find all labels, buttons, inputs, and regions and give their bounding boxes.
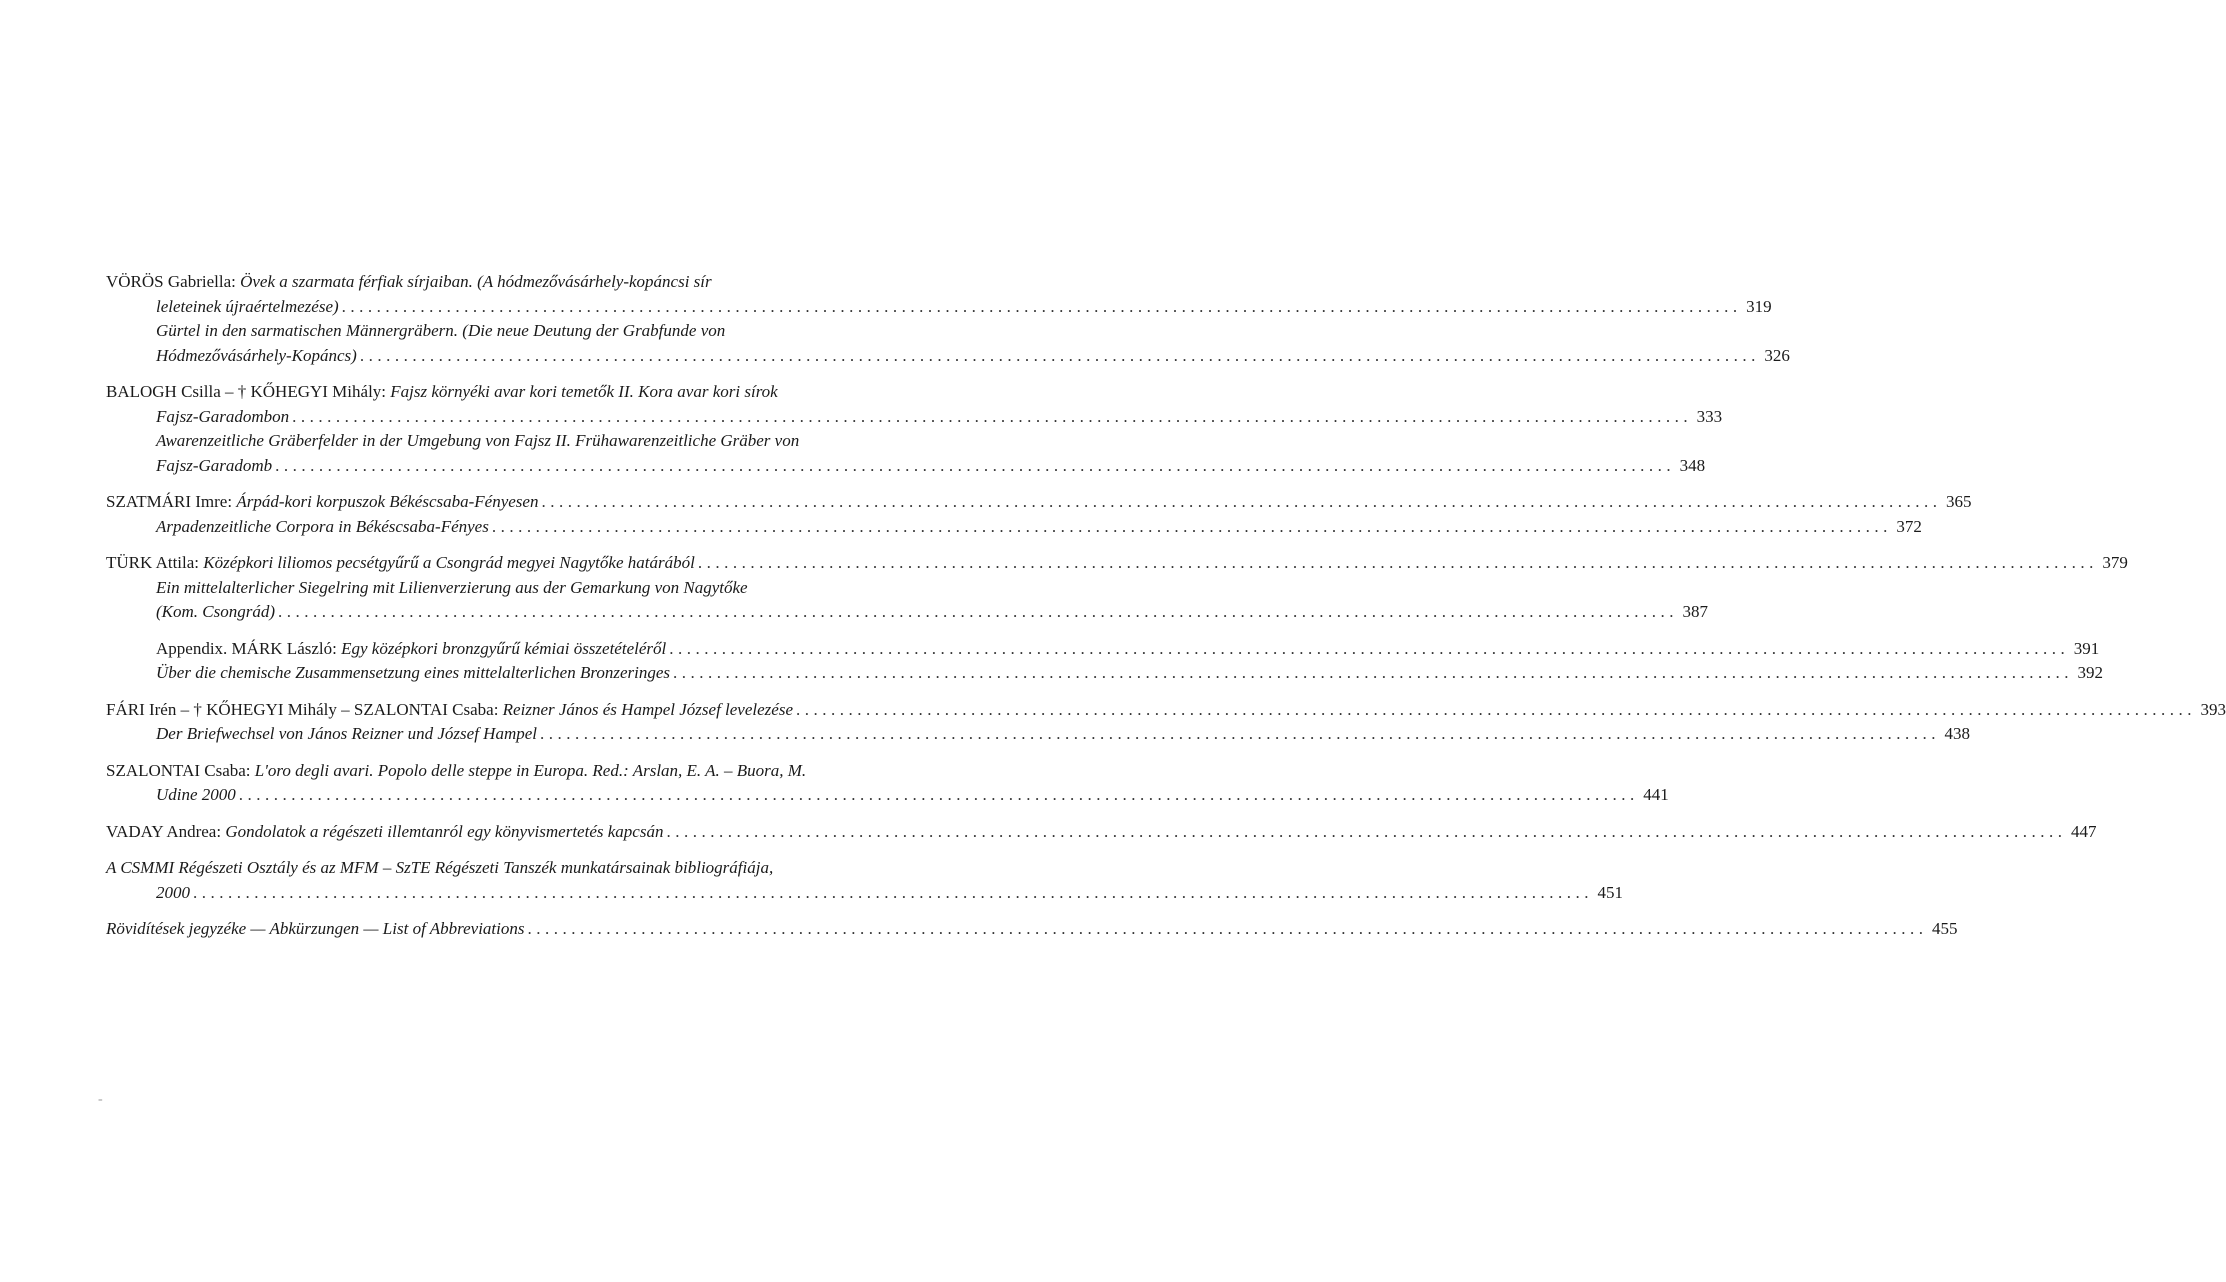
dot-leader: ................................................................................................................................................................ bbox=[540, 724, 1940, 743]
page-number: 372 bbox=[1896, 516, 1922, 536]
toc-line bbox=[106, 576, 879, 601]
dot-leader: ................................................................................................................................................................ bbox=[673, 663, 2073, 682]
dot-leader: ................................................................................................................................................................ bbox=[359, 345, 1760, 365]
dot-leader: ................................................................................................................................................................ bbox=[697, 553, 2098, 572]
toc-line-text bbox=[156, 637, 666, 662]
toc-entry bbox=[106, 759, 1669, 808]
author-text: FÁRI Irén – † KŐHEGYI Mihály – SZALONTAI Csaba: bbox=[106, 699, 503, 719]
toc-line bbox=[106, 454, 1706, 479]
title-text: Fajsz-Garadomb bbox=[156, 455, 273, 475]
title-text: Gürtel in den sarmatischen Männergräbern. (Die neue Deutung der Grabfunde von bbox=[156, 321, 726, 340]
toc-line-text bbox=[156, 881, 190, 906]
toc-entry bbox=[106, 380, 1723, 478]
toc-line bbox=[106, 917, 1958, 942]
author-text: SZATMÁRI Imre: bbox=[106, 492, 237, 511]
title-text: Der Briefwechsel von János Reizner und József Hampel bbox=[156, 724, 537, 743]
toc-line bbox=[106, 344, 1790, 369]
page-number: 455 bbox=[1931, 919, 1958, 938]
dot-leader: ................................................................................................................................................................ bbox=[527, 919, 1928, 938]
title-text: Egy középkori bronzgyűrű kémiai összetételéről bbox=[341, 638, 667, 658]
toc-line-text bbox=[106, 820, 663, 845]
page-number: 319 bbox=[1746, 296, 1772, 316]
title-text: Arpadenzeitliche Corpora in Békéscsaba-Fényes bbox=[156, 516, 489, 536]
toc-line bbox=[106, 759, 879, 784]
toc-line bbox=[106, 661, 2103, 686]
toc-line bbox=[106, 820, 2097, 845]
toc-line-text bbox=[156, 344, 357, 369]
page-number: 391 bbox=[2073, 638, 2100, 658]
toc-line-text bbox=[106, 551, 695, 576]
page-number: 392 bbox=[2077, 663, 2103, 682]
dot-leader: ................................................................................................................................................................ bbox=[666, 821, 2067, 841]
toc-line bbox=[106, 783, 1669, 808]
toc-entry bbox=[106, 551, 2128, 625]
toc-line-text bbox=[106, 272, 712, 291]
dot-leader: ................................................................................................................................................................ bbox=[193, 882, 1593, 902]
dot-leader: ................................................................................................................................................................ bbox=[341, 296, 1742, 316]
toc-line-text bbox=[156, 578, 748, 597]
toc-line-text bbox=[106, 490, 538, 515]
dot-leader: ................................................................................................................................................................ bbox=[278, 602, 1679, 621]
toc-line-text bbox=[156, 600, 275, 625]
scan-mark: - bbox=[98, 1092, 103, 1107]
toc-line bbox=[106, 551, 2128, 576]
toc-line-text bbox=[106, 382, 778, 401]
page-number: 379 bbox=[2102, 553, 2128, 572]
toc-line-text bbox=[156, 405, 289, 430]
title-text: Reizner János és Hampel József levelezése bbox=[502, 699, 793, 719]
toc-line-text bbox=[156, 321, 725, 340]
title-text: Középkori liliomos pecsétgyűrű a Csongrád megyei Nagytőke határából bbox=[203, 553, 695, 572]
page-number: 365 bbox=[1945, 492, 1972, 511]
title-text: Árpád-kori korpuszok Békéscsaba-Fényesen bbox=[236, 492, 539, 511]
toc-line-text bbox=[156, 661, 670, 686]
dot-leader: ................................................................................................................................................................ bbox=[238, 785, 1639, 804]
toc-line-text bbox=[106, 858, 773, 877]
title-text: Udine 2000 bbox=[156, 785, 236, 804]
toc-line-text bbox=[156, 722, 537, 747]
toc-line-text bbox=[106, 917, 524, 942]
toc-line bbox=[106, 637, 2100, 662]
toc-line bbox=[106, 856, 879, 881]
toc-entry bbox=[106, 698, 2226, 747]
title-text: A CSMMI Régészeti Osztály és az MFM – SzTE Régészeti Tanszék munkatársainak bibliográfiája, bbox=[106, 858, 774, 877]
title-text: Awarenzeitliche Gräberfelder in der Umgebung von Fajsz II. Frühawarenzeitliche Gräber von bbox=[156, 431, 800, 450]
toc-entry bbox=[106, 490, 1972, 539]
page-number: 348 bbox=[1679, 455, 1706, 475]
toc-line bbox=[106, 270, 879, 295]
author-text: Appendix. MÁRK László: bbox=[156, 638, 342, 658]
toc-entry bbox=[106, 270, 1790, 368]
toc-line bbox=[106, 380, 879, 405]
page-number: 333 bbox=[1696, 406, 1723, 426]
title-text: leleteinek újraértelmezése) bbox=[156, 296, 339, 316]
dot-leader: ................................................................................................................................................................ bbox=[669, 638, 2070, 658]
toc-line-text bbox=[156, 431, 799, 450]
dot-leader: ................................................................................................................................................................ bbox=[292, 406, 1693, 426]
toc-line bbox=[106, 429, 879, 454]
title-text: Hódmezővásárhely-Kopáncs) bbox=[156, 345, 357, 365]
title-text: Ein mittelalterlicher Siegelring mit Lilienverzierung aus der Gemarkung von Nagytőke bbox=[156, 577, 748, 597]
page-number: 438 bbox=[1944, 724, 1970, 743]
page-number: 326 bbox=[1764, 345, 1790, 365]
title-text: Fajsz környéki avar kori temetők II. Kora avar kori sírok bbox=[390, 382, 778, 401]
toc-line bbox=[106, 600, 1709, 625]
title-text: 2000 bbox=[156, 882, 190, 902]
toc-line bbox=[106, 722, 1970, 747]
dot-leader: ................................................................................................................................................................ bbox=[541, 492, 1942, 511]
toc-entry bbox=[106, 820, 2097, 845]
dot-leader: ................................................................................................................................................................ bbox=[275, 455, 1676, 475]
dot-leader: ................................................................................................................................................................ bbox=[491, 516, 1892, 536]
title-text: Über die chemische Zusammensetzung eines mittelalterlichen Bronzeringes bbox=[156, 663, 670, 682]
toc-entry bbox=[106, 856, 1623, 905]
toc-line bbox=[106, 698, 2226, 723]
table-of-contents bbox=[106, 270, 2226, 954]
title-text: L'oro degli avari. Popolo delle steppe in Europa. Red.: Arslan, E. A. – Buora, M. bbox=[254, 760, 807, 780]
author-text: VADAY Andrea: bbox=[106, 821, 226, 841]
author-text: SZALONTAI Csaba: bbox=[106, 760, 255, 780]
title-text: Rövidítések jegyzéke — Abkürzungen — List of Abbreviations bbox=[106, 919, 525, 938]
toc-line bbox=[106, 515, 1922, 540]
page-number: 441 bbox=[1643, 785, 1669, 804]
page-number: 451 bbox=[1597, 882, 1623, 902]
toc-line-text bbox=[156, 783, 236, 808]
dot-leader: ................................................................................................................................................................ bbox=[796, 699, 2196, 719]
toc-entry bbox=[106, 917, 1958, 942]
title-text: Gondolatok a régészeti illemtanról egy könyvismertetés kapcsán bbox=[225, 821, 664, 841]
toc-line bbox=[106, 490, 1972, 515]
author-text: VÖRÖS Gabriella: bbox=[106, 272, 241, 291]
toc-line-text bbox=[156, 515, 489, 540]
page-number: 447 bbox=[2070, 821, 2097, 841]
toc-line-text bbox=[156, 454, 272, 479]
toc-line-text bbox=[156, 295, 339, 320]
toc-entry bbox=[106, 637, 2103, 686]
toc-line bbox=[106, 295, 1772, 320]
title-text: Övek a szarmata férfiak sírjaiban. (A hódmezővásárhely-kopáncsi sír bbox=[240, 272, 712, 291]
toc-line-text bbox=[106, 698, 793, 723]
toc-line bbox=[106, 319, 879, 344]
toc-line bbox=[106, 405, 1723, 430]
title-text: (Kom. Csongrád) bbox=[156, 602, 276, 621]
toc-line-text bbox=[106, 761, 806, 780]
author-text: TÜRK Attila: bbox=[106, 553, 204, 572]
toc-line bbox=[106, 881, 1623, 906]
title-text: Fajsz-Garadombon bbox=[156, 406, 290, 426]
page-number: 393 bbox=[2200, 699, 2226, 719]
page-number: 387 bbox=[1682, 602, 1709, 621]
author-text: BALOGH Csilla – † KŐHEGYI Mihály: bbox=[106, 382, 391, 401]
